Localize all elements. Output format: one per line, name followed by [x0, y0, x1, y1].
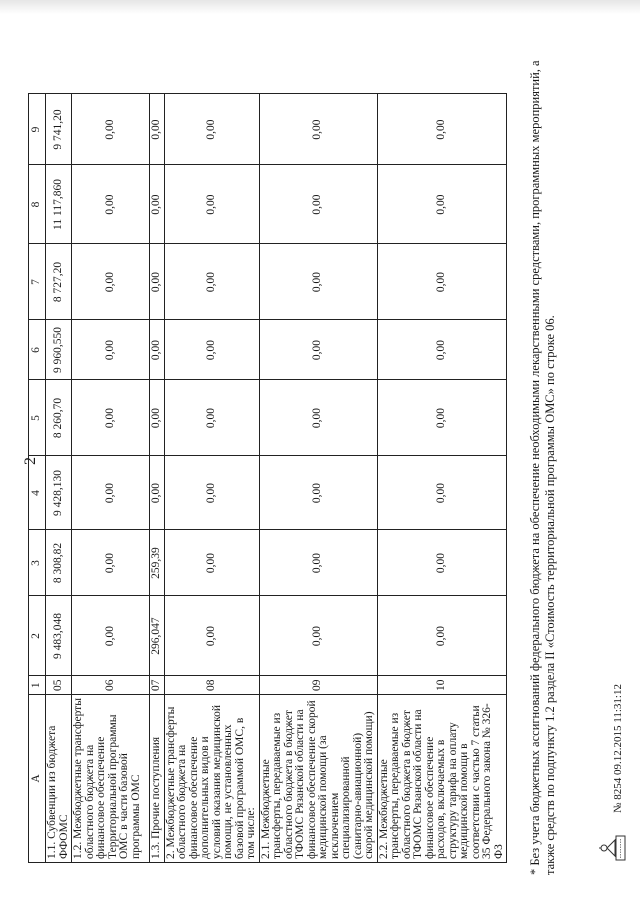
row-label: 1.2. Межбюджетные трансферты областного бюджета на финансовое обеспечение Территориальной программы ОМС в части базовой программы ОМС: [72, 695, 150, 863]
header-cell: 5: [29, 380, 46, 456]
cell-value: 9 483,048: [46, 596, 72, 676]
header-cell: 9: [29, 94, 46, 165]
table-row: [259, 94, 377, 863]
cell-value: 0,00: [150, 165, 165, 244]
cell-value: 0,00: [164, 244, 259, 320]
table-row: [377, 94, 507, 863]
cell-value: 0,00: [164, 456, 259, 530]
cell-value: 0,00: [259, 94, 377, 165]
cell-value: 9 960,550: [46, 320, 72, 380]
cell-value: 0,00: [377, 165, 507, 244]
cell-value: 296,047: [150, 596, 165, 676]
cell-value: 0,00: [72, 94, 150, 165]
cell-value: 0,00: [259, 380, 377, 456]
cell-value: 0,00: [377, 596, 507, 676]
cell-value: 0,00: [259, 456, 377, 530]
page-number: 2: [22, 457, 39, 465]
cell-value: 9 741,20: [46, 94, 72, 165]
cell-value: 0,00: [377, 380, 507, 456]
cell-value: 0,00: [377, 320, 507, 380]
cell-value: 0,00: [164, 165, 259, 244]
row-code: 10: [377, 676, 507, 695]
cell-value: 0,00: [72, 244, 150, 320]
header-cell: 6: [29, 320, 46, 380]
table-row: [72, 94, 150, 863]
row-label: 1.1. Субвенции из бюджета ФФОМС: [46, 695, 72, 863]
header-cell: 2: [29, 596, 46, 676]
cell-value: 8 308,82: [46, 530, 72, 596]
cell-value: 0,00: [72, 165, 150, 244]
cell-value: 0,00: [72, 380, 150, 456]
registration-number: № 8254 09.12.2015 11:31:12: [612, 684, 624, 813]
table-row: [164, 94, 259, 863]
cell-value: 0,00: [150, 320, 165, 380]
row-code: 07: [150, 676, 165, 695]
header-cell: 3: [29, 530, 46, 596]
cell-value: 0,00: [72, 530, 150, 596]
cell-value: 0,00: [164, 380, 259, 456]
row-code: 09: [259, 676, 377, 695]
row-code: 06: [72, 676, 150, 695]
header-cell: A: [29, 695, 46, 863]
row-label: 1.3. Прочие поступления: [150, 695, 165, 863]
header-cell: 1: [29, 676, 46, 695]
cell-value: 0,00: [150, 456, 165, 530]
cell-value: 0,00: [259, 530, 377, 596]
table-row: [46, 94, 72, 863]
cell-value: 0,00: [72, 596, 150, 676]
cell-value: 0,00: [164, 596, 259, 676]
cell-value: 9 428,130: [46, 456, 72, 530]
row-label: 2.1. Межбюджетные трансферты, передаваемые из областного бюджета в бюджет ТФОМС Рязанской области на финансовое обеспечение скорой медицинской помощи (за исключением специализированной (санитарно-авиационной) скорой медицинской помощи): [259, 695, 377, 863]
row-label: 2. Межбюджетные трансферты областного бюджета на финансовое обеспечение дополнительных видов и условий оказания медицинской помощи, не установленных базовой программой ОМС, в том числе:: [164, 695, 259, 863]
cell-value: 0,00: [150, 244, 165, 320]
cell-value: 0,00: [164, 320, 259, 380]
row-label: 2.2. Межбюджетные трансферты, передаваемые из областного бюджета в бюджет ТФОМС Рязанской области на финансовое обеспечение расходов, включаемых в структуру тарифа на оплату медицинской помощи в соответствии с частью 7 статьи 35 Федерального закона № 326-ФЗ: [377, 695, 507, 863]
cell-value: 0,00: [377, 94, 507, 165]
cell-value: 0,00: [377, 456, 507, 530]
row-code: 05: [46, 676, 72, 695]
cell-value: 0,00: [259, 165, 377, 244]
cell-value: 0,00: [259, 320, 377, 380]
cell-value: 0,00: [150, 94, 165, 165]
cell-value: 8 727,20: [46, 244, 72, 320]
header-cell: 4: [29, 456, 46, 530]
document-registration-stamp-icon: [598, 835, 626, 861]
cell-value: 0,00: [164, 94, 259, 165]
financing-table: [28, 94, 507, 864]
cell-value: 0,00: [377, 530, 507, 596]
table-row: [150, 94, 165, 863]
cell-value: 0,00: [72, 456, 150, 530]
table-header-row: [29, 94, 46, 863]
cell-value: 11 117,860: [46, 165, 72, 244]
cell-value: 259,39: [150, 530, 165, 596]
footnote: * Без учета бюджетных ассигнований федерального бюджета на обеспечение необходимыми лекарственными средствами, программных мероприятий, а также средств по подпункту 1.2 раздела II «Стоимость территориальной программы ОМС» по строке 06.: [528, 60, 557, 875]
cell-value: 0,00: [150, 380, 165, 456]
cell-value: 0,00: [164, 530, 259, 596]
row-code: 08: [164, 676, 259, 695]
cell-value: 0,00: [377, 244, 507, 320]
header-cell: 7: [29, 244, 46, 320]
cell-value: 8 260,70: [46, 380, 72, 456]
cell-value: 0,00: [259, 244, 377, 320]
header-cell: 8: [29, 165, 46, 244]
cell-value: 0,00: [72, 320, 150, 380]
cell-value: 0,00: [259, 596, 377, 676]
